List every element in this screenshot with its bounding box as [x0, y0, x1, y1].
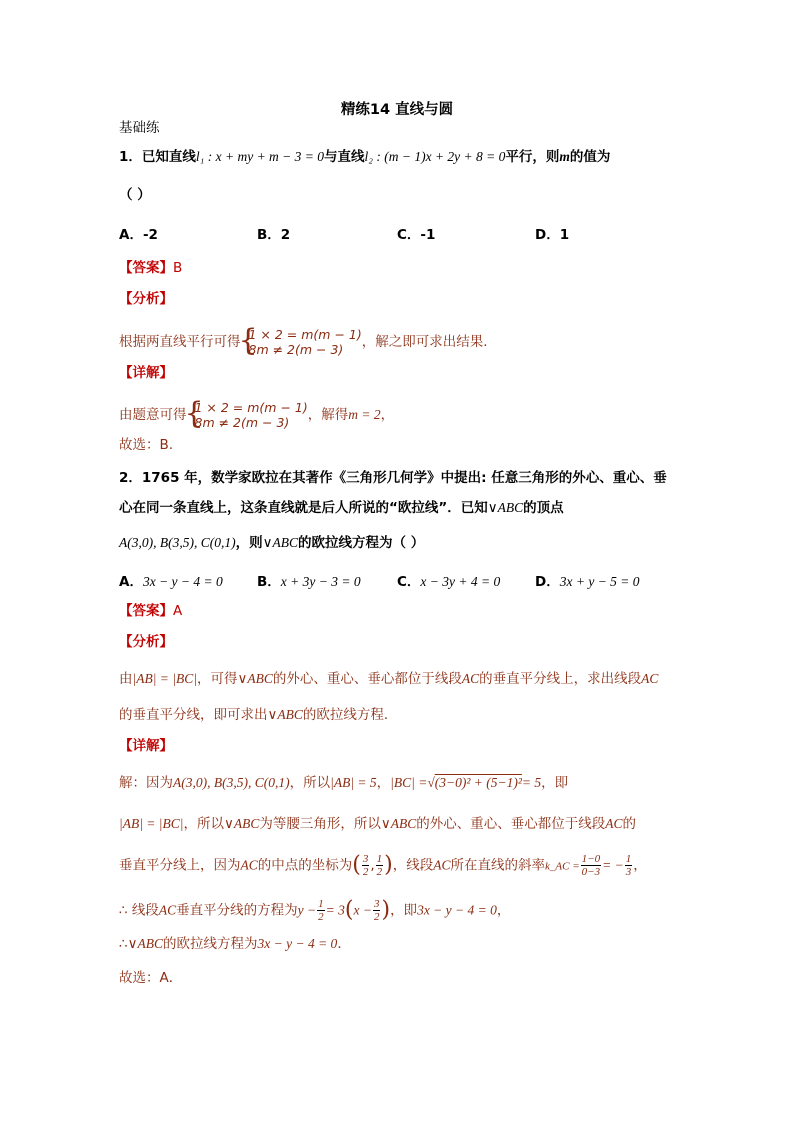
q2-stem-line1: 2．1765 年，数学家欧拉在其著作《三角形几何学》中提出: 任意三角形的外心、重心、垂 — [119, 470, 667, 486]
q2-analysis-tag: 【分析】 — [119, 634, 173, 650]
q1-detail-tag: 【详解】 — [119, 365, 173, 381]
q1-equation-system: { 1 × 2 = m(m − 1) 8m ≠ 2(m − 3) — [238, 323, 362, 358]
q1-option-a: A．-2 — [119, 227, 158, 243]
q1-line-l1: l₁ : x + my + m − 3 = 0 — [195, 149, 325, 164]
q2-stem-line3: A(3,0), B(3,5), C(0,1)，则∨ABC的欧拉线方程为（ ） — [119, 535, 425, 551]
q2-option-a: A．3x − y − 4 = 0 — [119, 574, 223, 590]
q2-option-c: C．x − 3y + 4 = 0 — [397, 574, 501, 590]
q1-option-d: D．1 — [535, 227, 570, 243]
q2-detail-line2: |AB| = |BC|，所以∨ABC为等腰三角形，所以∨ABC的外心、重心、垂心都位于线段AC的 — [119, 816, 636, 832]
q1-option-b: B．2 — [257, 227, 291, 243]
q1-detail-system: { 1 × 2 = m(m − 1) 8m ≠ 2(m − 3) — [184, 396, 308, 431]
q2-detail-line3: 垂直平分线上，因为AC的中点的坐标为( $\frac{3}{2}$ , $\frac{1}{2}$ )，线段AC所在直线的斜率k_AC = $\frac{1-0}{0-3}$ = − $\frac{1}{3}$ ， — [119, 852, 647, 878]
q1-analysis: 根据两直线平行可得 { 1 × 2 = m(m − 1) 8m ≠ 2(m − 3) ，解之即可求出结果. — [119, 323, 488, 358]
q2-analysis-line2: 的垂直平分线，即可求出∨ABC的欧拉线方程． — [119, 707, 398, 723]
section-label: 基础练 — [119, 120, 160, 136]
q1-option-c: C．-1 — [397, 227, 436, 243]
page-title: 精练14 直线与圆 — [340, 102, 454, 118]
q1-answer-paren: （ ） — [119, 187, 151, 203]
q1-analysis-tag: 【分析】 — [119, 291, 173, 307]
q2-stem-line2: 心在同一条直线上，这条直线就是后人所说的“欧拉线”．已知∨ABC的顶点 — [119, 500, 564, 516]
q2-option-b: B．x + 3y − 3 = 0 — [257, 574, 361, 590]
q2-analysis-line1: 由|AB| = |BC|，可得∨ABC的外心、重心、垂心都位于线段AC的垂直平分线上，求出线段AC — [119, 671, 659, 687]
q1-line-l2: l₂ : (m − 1)x + 2y + 8 = 0 — [364, 149, 506, 164]
q1-answer: 【答案】B — [119, 260, 183, 276]
q2-detail-line4: ∴ 线段AC垂直平分线的方程为y − $\frac{1}{2}$ = 3(x − $\frac{3}{2}$ )，即3x − y − 4 = 0， — [119, 897, 511, 923]
q2-detail-line5: ∴∨ABC的欧拉线方程为3x − y − 4 = 0． — [119, 936, 351, 952]
q2-answer: 【答案】A — [119, 603, 183, 619]
q1-detail: 由题意可得 { 1 × 2 = m(m − 1) 8m ≠ 2(m − 3) ，解得m = 2， — [119, 396, 395, 431]
q2-detail-line1: 解：因为A(3,0), B(3,5), C(0,1)，所以|AB| = 5，|BC| =√(3−0)² + (5−1)²= 5，即 — [119, 775, 569, 791]
q2-choose: 故选：A． — [119, 970, 183, 986]
q2-option-d: D．3x + y − 5 = 0 — [535, 574, 640, 590]
q1-stem: 1．已知直线l₁ : x + my + m − 3 = 0与直线l₂ : (m − 1)x + 2y + 8 = 0平行，则m的值为 — [119, 149, 611, 165]
q1-choose: 故选：B. — [119, 437, 174, 453]
q2-detail-tag: 【详解】 — [119, 738, 173, 754]
